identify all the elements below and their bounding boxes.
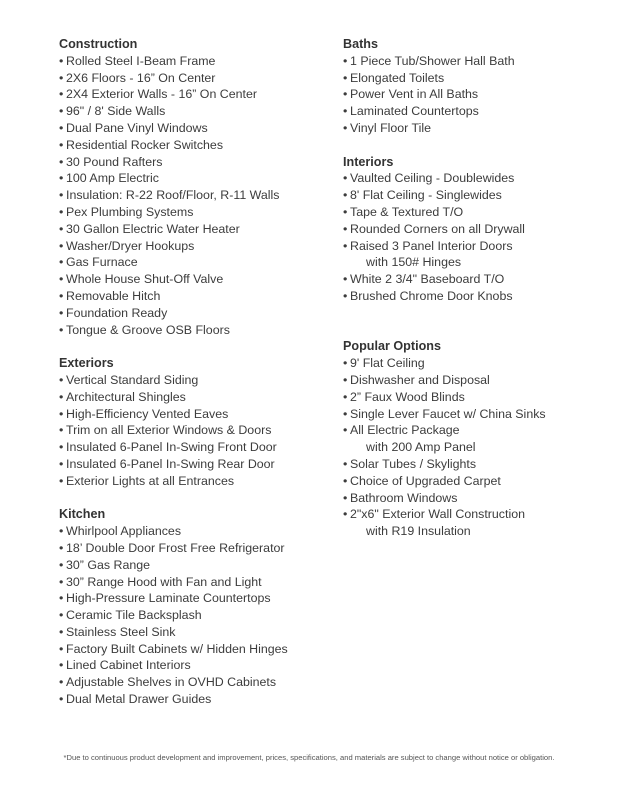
feature-text: Washer/Dryer Hookups	[66, 238, 195, 253]
bullet-icon: •	[59, 154, 64, 169]
bullet-icon: •	[343, 372, 348, 387]
feature-text: Trim on all Exterior Windows & Doors	[66, 423, 272, 438]
bullet-icon: •	[59, 473, 64, 488]
feature-item	[59, 422, 329, 439]
feature-item	[59, 53, 329, 70]
bullet-icon: •	[343, 120, 348, 135]
section-title: Interiors	[343, 154, 394, 169]
feature-list	[343, 53, 603, 137]
feature-text: 96" / 8' Side Walls	[66, 104, 166, 119]
bullet-icon: •	[343, 423, 348, 438]
feature-text: Brushed Chrome Door Knobs	[350, 288, 513, 303]
feature-item	[59, 641, 329, 658]
right-column	[343, 36, 603, 557]
bullet-icon: •	[59, 608, 64, 623]
bullet-icon: •	[59, 641, 64, 656]
feature-text: Rounded Corners on all Drywall	[350, 221, 525, 236]
feature-item	[59, 590, 329, 607]
feature-item	[59, 456, 329, 473]
feature-text: High-Pressure Laminate Countertops	[66, 591, 271, 606]
feature-item	[343, 221, 603, 238]
feature-item	[59, 540, 329, 557]
feature-item	[59, 154, 329, 171]
left-column	[59, 36, 329, 725]
feature-list	[59, 53, 329, 339]
feature-item	[59, 187, 329, 204]
bullet-icon: •	[59, 372, 64, 387]
feature-item	[59, 691, 329, 708]
section-title: Popular Options	[343, 339, 441, 354]
feature-item	[343, 204, 603, 221]
bullet-icon: •	[343, 507, 348, 522]
feature-text: 2"x6" Exterior Wall Construction	[350, 507, 525, 522]
feature-item	[343, 238, 603, 272]
feature-text-continuation: with 200 Amp Panel	[366, 440, 476, 455]
bullet-icon: •	[343, 288, 348, 303]
feature-item	[59, 607, 329, 624]
feature-text-continuation: with R19 Insulation	[366, 524, 471, 539]
section-kitchen	[59, 506, 329, 708]
bullet-icon: •	[59, 137, 64, 152]
feature-item	[59, 557, 329, 574]
feature-text: Residential Rocker Switches	[66, 137, 224, 152]
bullet-icon: •	[59, 624, 64, 639]
feature-text: Dual Pane Vinyl Windows	[66, 120, 208, 135]
feature-text-continuation: with 150# Hinges	[366, 255, 462, 270]
feature-list	[343, 170, 603, 304]
feature-item	[343, 187, 603, 204]
bullet-icon: •	[343, 53, 348, 68]
feature-text: Rolled Steel I-Beam Frame	[66, 53, 216, 68]
section-title: Baths	[343, 37, 378, 51]
feature-text: All Electric Package	[350, 423, 460, 438]
feature-text: Elongated Toilets	[350, 70, 445, 85]
feature-text: Factory Built Cabinets w/ Hidden Hinges	[66, 641, 288, 656]
feature-text: Gas Furnace	[66, 255, 138, 270]
feature-item	[343, 86, 603, 103]
feature-text: Solar Tubes / Skylights	[350, 456, 477, 471]
bullet-icon: •	[59, 255, 64, 270]
feature-item	[59, 238, 329, 255]
section-title: Construction	[59, 37, 138, 51]
feature-item	[59, 322, 329, 339]
bullet-icon: •	[343, 171, 348, 186]
feature-text: Dishwasher and Disposal	[350, 372, 490, 387]
feature-text: 2X6 Floors - 16” On Center	[66, 70, 216, 85]
feature-item	[59, 523, 329, 540]
bullet-icon: •	[59, 675, 64, 690]
feature-list	[59, 372, 329, 490]
feature-text: Laminated Countertops	[350, 104, 479, 119]
feature-text: Ceramic Tile Backsplash	[66, 608, 202, 623]
feature-text: Vaulted Ceiling - Doublewides	[350, 171, 515, 186]
feature-text: Power Vent in All Baths	[350, 87, 479, 102]
bullet-icon: •	[59, 188, 64, 203]
bullet-icon: •	[343, 70, 348, 85]
feature-item	[59, 70, 329, 87]
feature-text: Architectural Shingles	[66, 389, 186, 404]
feature-text: 30” Gas Range	[66, 557, 151, 572]
bullet-icon: •	[59, 591, 64, 606]
section-baths	[343, 36, 603, 137]
feature-text: 2X4 Exterior Walls - 16” On Center	[66, 87, 257, 102]
feature-item	[59, 204, 329, 221]
feature-item	[343, 271, 603, 288]
feature-text: 30 Pound Rafters	[66, 154, 163, 169]
feature-item	[343, 53, 603, 70]
section-exteriors	[59, 355, 329, 489]
bullet-icon: •	[59, 87, 64, 102]
feature-item	[343, 473, 603, 490]
feature-item	[343, 389, 603, 406]
feature-text: Lined Cabinet Interiors	[66, 658, 191, 673]
bullet-icon: •	[59, 221, 64, 236]
feature-text: Choice of Upgraded Carpet	[350, 473, 501, 488]
bullet-icon: •	[59, 524, 64, 539]
section-interiors	[343, 154, 603, 305]
bullet-icon: •	[59, 272, 64, 287]
feature-item	[59, 288, 329, 305]
feature-text: Raised 3 Panel Interior Doors	[350, 238, 513, 253]
feature-item	[59, 137, 329, 154]
feature-item	[59, 389, 329, 406]
feature-item	[59, 657, 329, 674]
bullet-icon: •	[59, 53, 64, 68]
spacer	[343, 322, 603, 339]
feature-item	[59, 406, 329, 423]
bullet-icon: •	[343, 389, 348, 404]
feature-text: 18’ Double Door Frost Free Refrigerator	[66, 540, 285, 555]
feature-item	[343, 355, 603, 372]
bullet-icon: •	[59, 238, 64, 253]
feature-text: Whole House Shut-Off Valve	[66, 272, 224, 287]
feature-text: Adjustable Shelves in OVHD Cabinets	[66, 675, 277, 690]
bullet-icon: •	[59, 406, 64, 421]
feature-item	[343, 456, 603, 473]
feature-text: Whirlpool Appliances	[66, 524, 182, 539]
feature-item	[59, 574, 329, 591]
feature-text: 30” Range Hood with Fan and Light	[66, 574, 262, 589]
feature-item	[59, 170, 329, 187]
bullet-icon: •	[343, 356, 348, 371]
feature-text: Vertical Standard Siding	[66, 372, 199, 387]
disclaimer-footer: *Due to continuous product development and improvement, prices, specifications, and materials are subject to change without notice or obligation.	[63, 753, 555, 762]
feature-item	[59, 271, 329, 288]
bullet-icon: •	[343, 456, 348, 471]
feature-text: Bathroom Windows	[350, 490, 458, 505]
bullet-icon: •	[59, 104, 64, 119]
feature-text: Vinyl Floor Tile	[350, 120, 432, 135]
feature-item	[59, 305, 329, 322]
feature-item	[59, 254, 329, 271]
feature-item	[59, 624, 329, 641]
feature-text: Tongue & Groove OSB Floors	[66, 322, 230, 337]
feature-item	[59, 674, 329, 691]
bullet-icon: •	[59, 456, 64, 471]
feature-text: Removable Hitch	[66, 288, 161, 303]
feature-item	[343, 406, 603, 423]
bullet-icon: •	[59, 440, 64, 455]
section-construction	[59, 36, 329, 338]
feature-item	[343, 490, 603, 507]
feature-item	[59, 473, 329, 490]
feature-item	[343, 372, 603, 389]
bullet-icon: •	[59, 658, 64, 673]
feature-item	[59, 103, 329, 120]
feature-text: 8' Flat Ceiling - Singlewides	[350, 188, 502, 203]
feature-item	[343, 70, 603, 87]
bullet-icon: •	[343, 238, 348, 253]
feature-text: Pex Plumbing Systems	[66, 204, 194, 219]
feature-text: 1 Piece Tub/Shower Hall Bath	[350, 53, 515, 68]
bullet-icon: •	[59, 70, 64, 85]
feature-text: High-Efficiency Vented Eaves	[66, 406, 229, 421]
bullet-icon: •	[343, 272, 348, 287]
feature-text: Insulation: R-22 Roof/Floor, R-11 Walls	[66, 188, 280, 203]
section-title: Kitchen	[59, 507, 106, 522]
bullet-icon: •	[59, 557, 64, 572]
feature-list	[59, 523, 329, 708]
bullet-icon: •	[343, 406, 348, 421]
bullet-icon: •	[343, 490, 348, 505]
feature-text: 2” Faux Wood Blinds	[350, 389, 465, 404]
feature-text: Exterior Lights at all Entrances	[66, 473, 235, 488]
feature-text: 9' Flat Ceiling	[350, 356, 425, 371]
section-title: Exteriors	[59, 356, 114, 371]
feature-item	[59, 221, 329, 238]
feature-item	[59, 86, 329, 103]
feature-item	[59, 372, 329, 389]
feature-text: 100 Amp Electric	[66, 171, 159, 186]
feature-text: Single Lever Faucet w/ China Sinks	[350, 406, 546, 421]
bullet-icon: •	[343, 87, 348, 102]
section-popular-options	[343, 338, 603, 540]
feature-item	[343, 103, 603, 120]
feature-item	[343, 506, 603, 540]
feature-text: Foundation Ready	[66, 305, 168, 320]
feature-text: White 2 3/4" Baseboard T/O	[350, 272, 505, 287]
bullet-icon: •	[59, 288, 64, 303]
bullet-icon: •	[343, 473, 348, 488]
bullet-icon: •	[59, 120, 64, 135]
bullet-icon: •	[343, 104, 348, 119]
bullet-icon: •	[59, 423, 64, 438]
bullet-icon: •	[59, 540, 64, 555]
feature-item	[343, 422, 603, 456]
bullet-icon: •	[59, 389, 64, 404]
bullet-icon: •	[343, 204, 348, 219]
feature-item	[343, 288, 603, 305]
feature-item	[59, 120, 329, 137]
feature-text: Stainless Steel Sink	[66, 624, 176, 639]
feature-item	[343, 170, 603, 187]
bullet-icon: •	[59, 171, 64, 186]
bullet-icon: •	[59, 204, 64, 219]
bullet-icon: •	[59, 322, 64, 337]
bullet-icon: •	[59, 305, 64, 320]
feature-item	[59, 439, 329, 456]
feature-list	[343, 355, 603, 540]
feature-item	[343, 120, 603, 137]
bullet-icon: •	[59, 692, 64, 707]
feature-text: 30 Gallon Electric Water Heater	[66, 221, 240, 236]
bullet-icon: •	[59, 574, 64, 589]
feature-text: Tape & Textured T/O	[350, 204, 464, 219]
feature-text: Insulated 6-Panel In-Swing Front Door	[66, 440, 277, 455]
feature-text: Insulated 6-Panel In-Swing Rear Door	[66, 456, 275, 471]
bullet-icon: •	[343, 188, 348, 203]
feature-text: Dual Metal Drawer Guides	[66, 692, 212, 707]
bullet-icon: •	[343, 221, 348, 236]
